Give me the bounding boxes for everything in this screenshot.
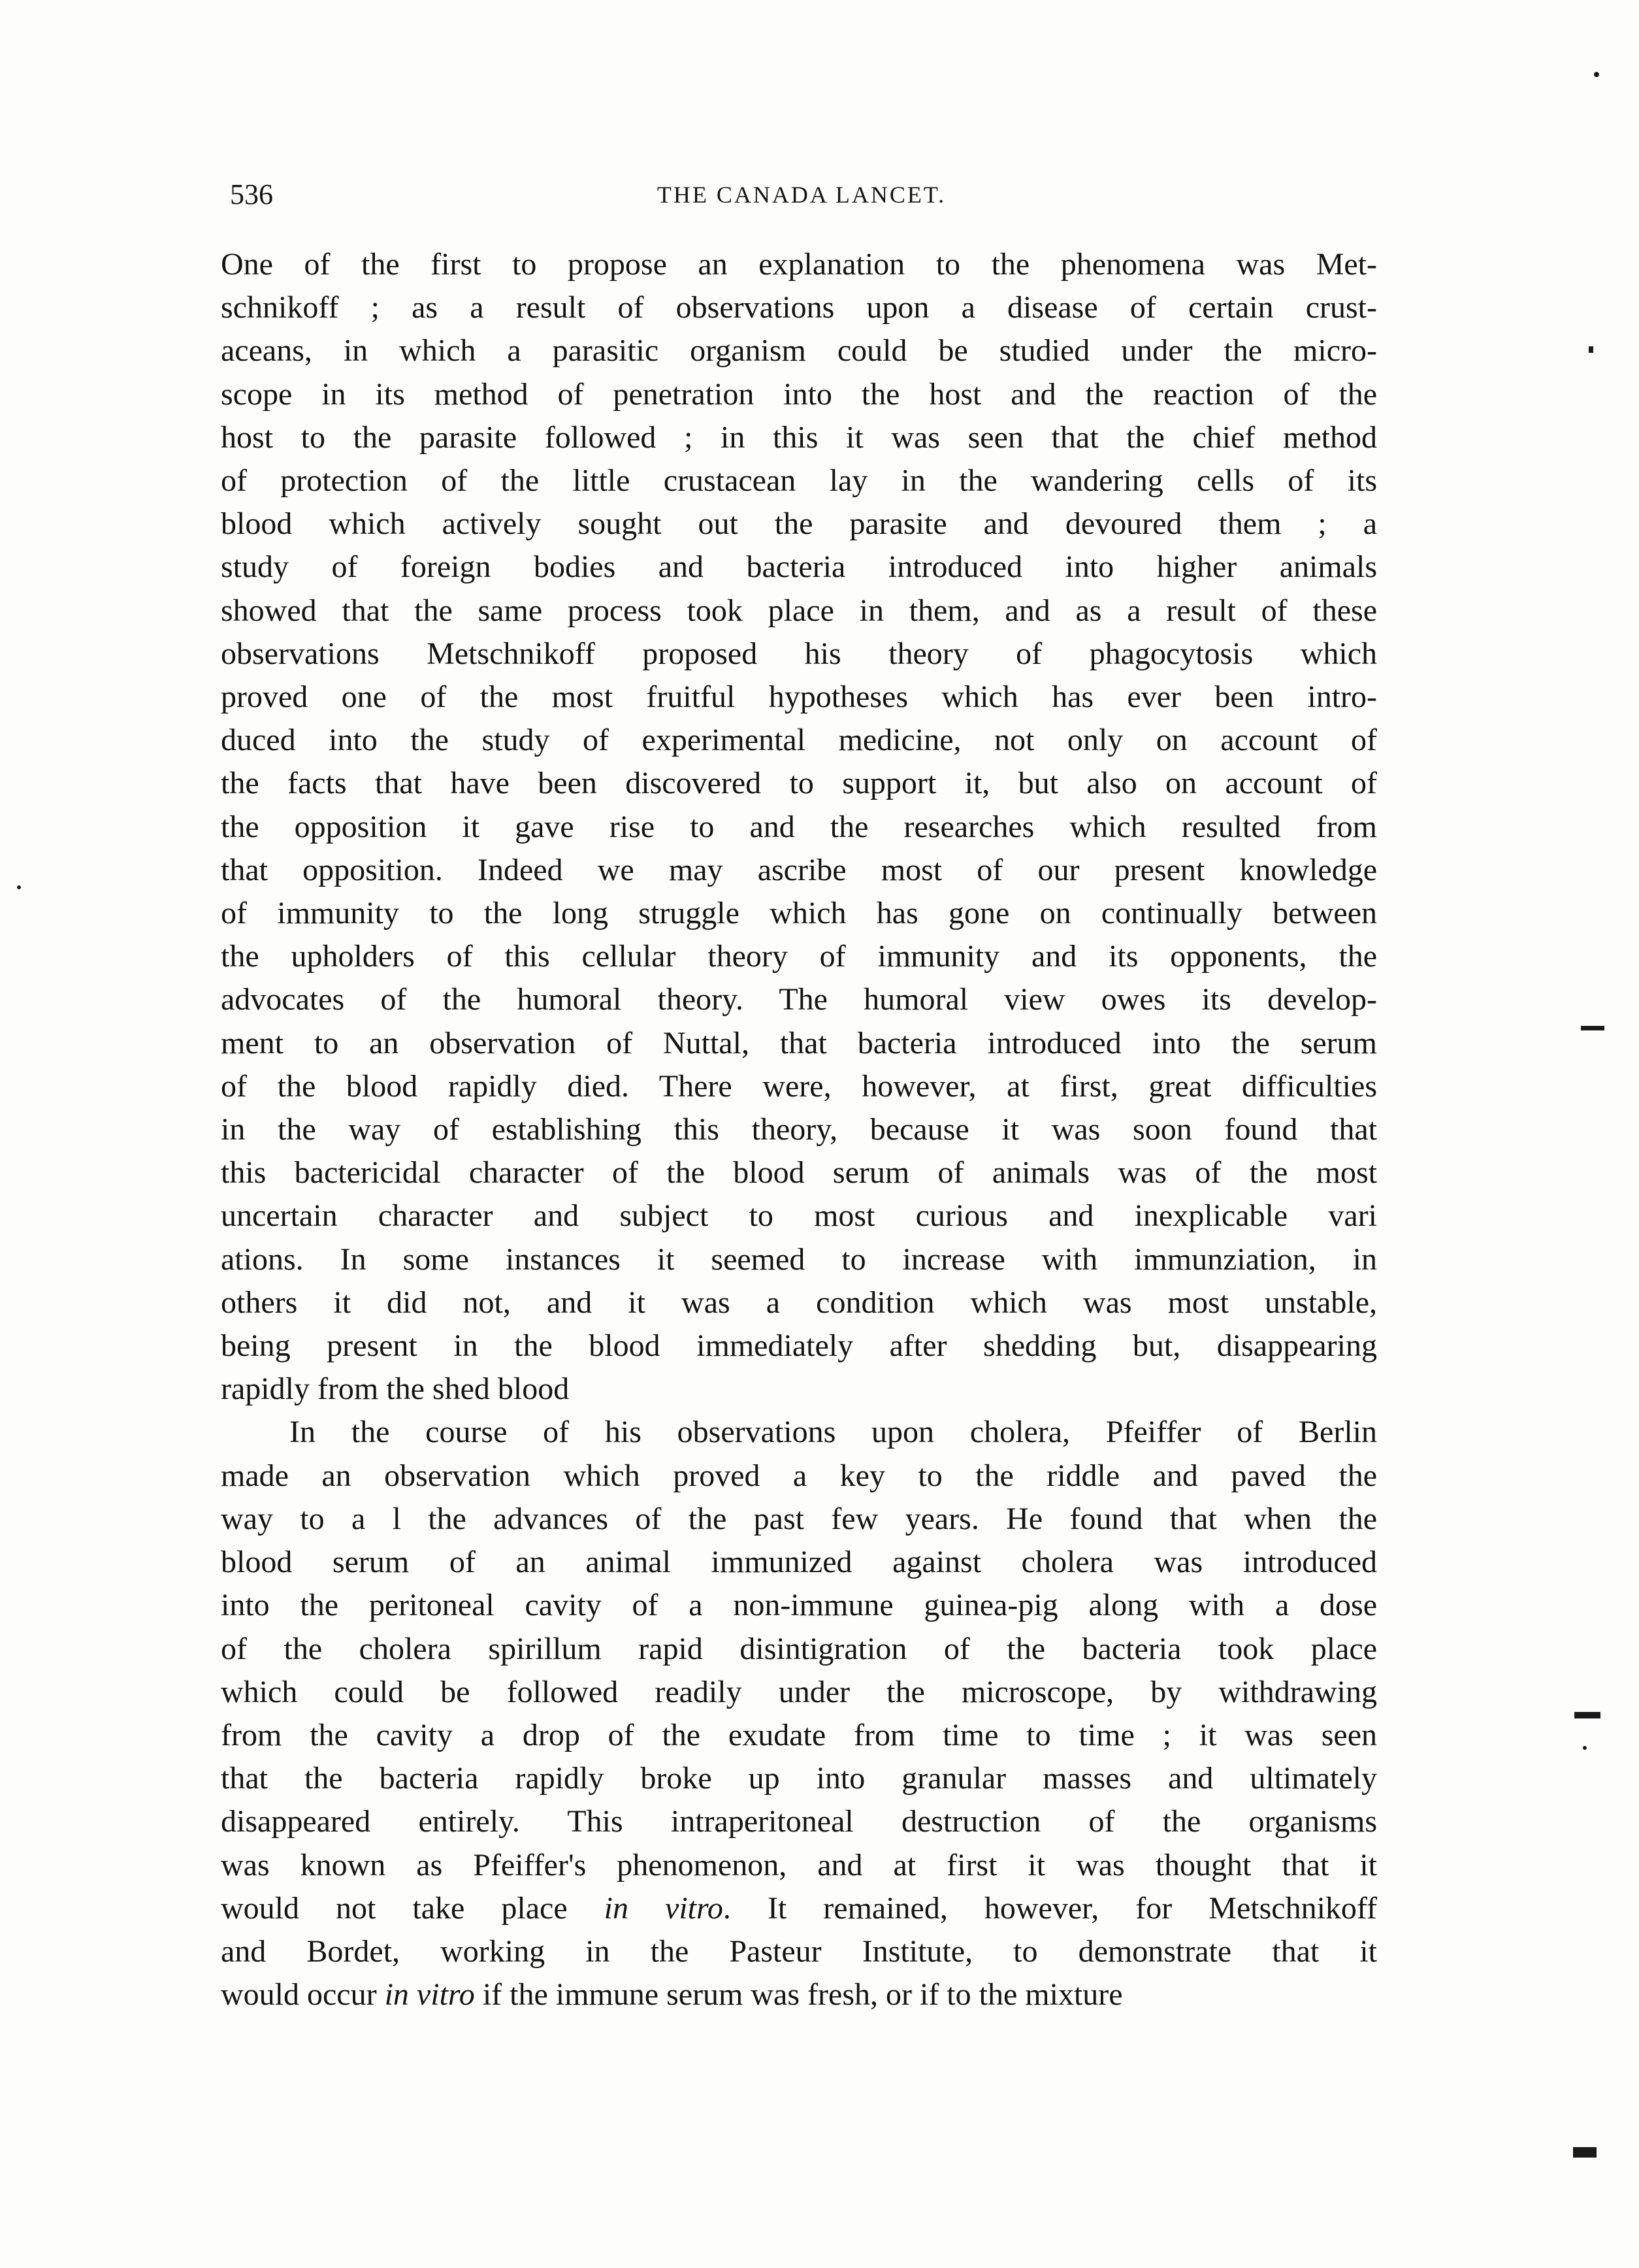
- paragraph-2: [221, 1411, 1377, 2016]
- text-line: from the cavity a drop of the exudate from time to time ; it was seen: [221, 1717, 1377, 1752]
- text-line: of protection of the little crustacean lay in the wandering cells of its: [221, 463, 1377, 499]
- text-line: proved one of the most fruitful hypotheses which has ever been intro-: [221, 680, 1377, 715]
- text-line: blood which actively sought out the parasite and devoured them ; a: [221, 506, 1377, 542]
- text-line: which could be followed readily under the microscope, by withdrawing: [221, 1674, 1377, 1709]
- page-header: [230, 175, 1373, 227]
- text-line: ment to an observation of Nuttal, that bacteria introduced into the serum: [221, 1025, 1377, 1060]
- text-line: of the cholera spirillum rapid disintigration of the bacteria took place: [221, 1631, 1377, 1666]
- text-line: host to the parasite followed ; in this it was seen that the chief method: [221, 419, 1377, 455]
- paragraph-1: [221, 243, 1377, 1411]
- text-line: aceans, in which a parasitic organism could be studied under the micro-: [221, 333, 1377, 369]
- text-line: the opposition it gave rise to and the researches which resulted from: [221, 809, 1377, 844]
- text-line: and Bordet, working in the Pasteur Institute, to demonstrate that it: [221, 1933, 1377, 1969]
- text-line: In the course of his observations upon cholera, Pfeiffer of Berlin: [289, 1415, 1377, 1450]
- text-line: of immunity to the long struggle which has gone on continually between: [221, 896, 1377, 931]
- text-line: advocates of the humoral theory. The humoral view owes its develop-: [221, 982, 1377, 1017]
- article-body: [221, 243, 1377, 2016]
- text-line: into the peritoneal cavity of a non-immune guinea-pig along with a dose: [221, 1588, 1377, 1623]
- text-line: blood serum of an animal immunized against cholera was introduced: [221, 1545, 1377, 1580]
- text-line: rapidly from the shed blood: [221, 1372, 570, 1407]
- text-line: scope in its method of penetration into the host and the reaction of the: [221, 376, 1377, 412]
- text-line: One of the first to propose an explanation to the phenomena was Met-: [221, 247, 1377, 282]
- text-line: would occur in vitro if the immune serum was fresh, or if to the mixture: [221, 1977, 1123, 2013]
- text-line: that opposition. Indeed we may ascribe most of our present knowledge: [221, 852, 1377, 887]
- text-line: was known as Pfeiffer's phenomenon, and at first it was thought that it: [221, 1847, 1377, 1882]
- text-line: ations. In some instances it seemed to increase with immunziation, in: [221, 1241, 1377, 1277]
- text-line: duced into the study of experimental medicine, not only on account of: [221, 723, 1377, 758]
- text-line: in the way of establishing this theory, because it was soon found that: [221, 1112, 1377, 1147]
- text-line: observations Metschnikoff proposed his theory of phagocytosis which: [221, 636, 1377, 671]
- text-line: uncertain character and subject to most curious and inexplicable vari: [221, 1198, 1377, 1234]
- text-line: that the bacteria rapidly broke up into granular masses and ultimately: [221, 1761, 1377, 1796]
- text-line: this bactericidal character of the blood serum of animals was of the most: [221, 1155, 1377, 1191]
- text-line: disappeared entirely. This intraperitoneal destruction of the organisms: [221, 1804, 1377, 1839]
- running-title: THE CANADA LANCET.: [657, 182, 947, 208]
- text-line: being present in the blood immediately after shedding but, disappearing: [221, 1328, 1377, 1364]
- text-line: study of foreign bodies and bacteria introduced into higher animals: [221, 550, 1377, 585]
- text-line: made an observation which proved a key to the riddle and paved the: [221, 1458, 1377, 1493]
- text-line: of the blood rapidly died. There were, however, at first, great difficulties: [221, 1068, 1377, 1104]
- text-line: schnikoff ; as a result of observations upon a disease of certain crust-: [221, 290, 1377, 325]
- text-line: would not take place in vitro. It remained, however, for Metschnikoff: [221, 1890, 1377, 1926]
- text-line: others it did not, and it was a condition which was most unstable,: [221, 1285, 1377, 1320]
- text-line: showed that the same process took place in them, and as a result of these: [221, 593, 1377, 628]
- page-number: 536: [230, 178, 273, 210]
- text-line: way to a l the advances of the past few years. He found that when the: [221, 1501, 1377, 1536]
- text-line: the facts that have been discovered to support it, but also on account of: [221, 766, 1377, 801]
- text-line: the upholders of this cellular theory of immunity and its opponents, the: [221, 939, 1377, 974]
